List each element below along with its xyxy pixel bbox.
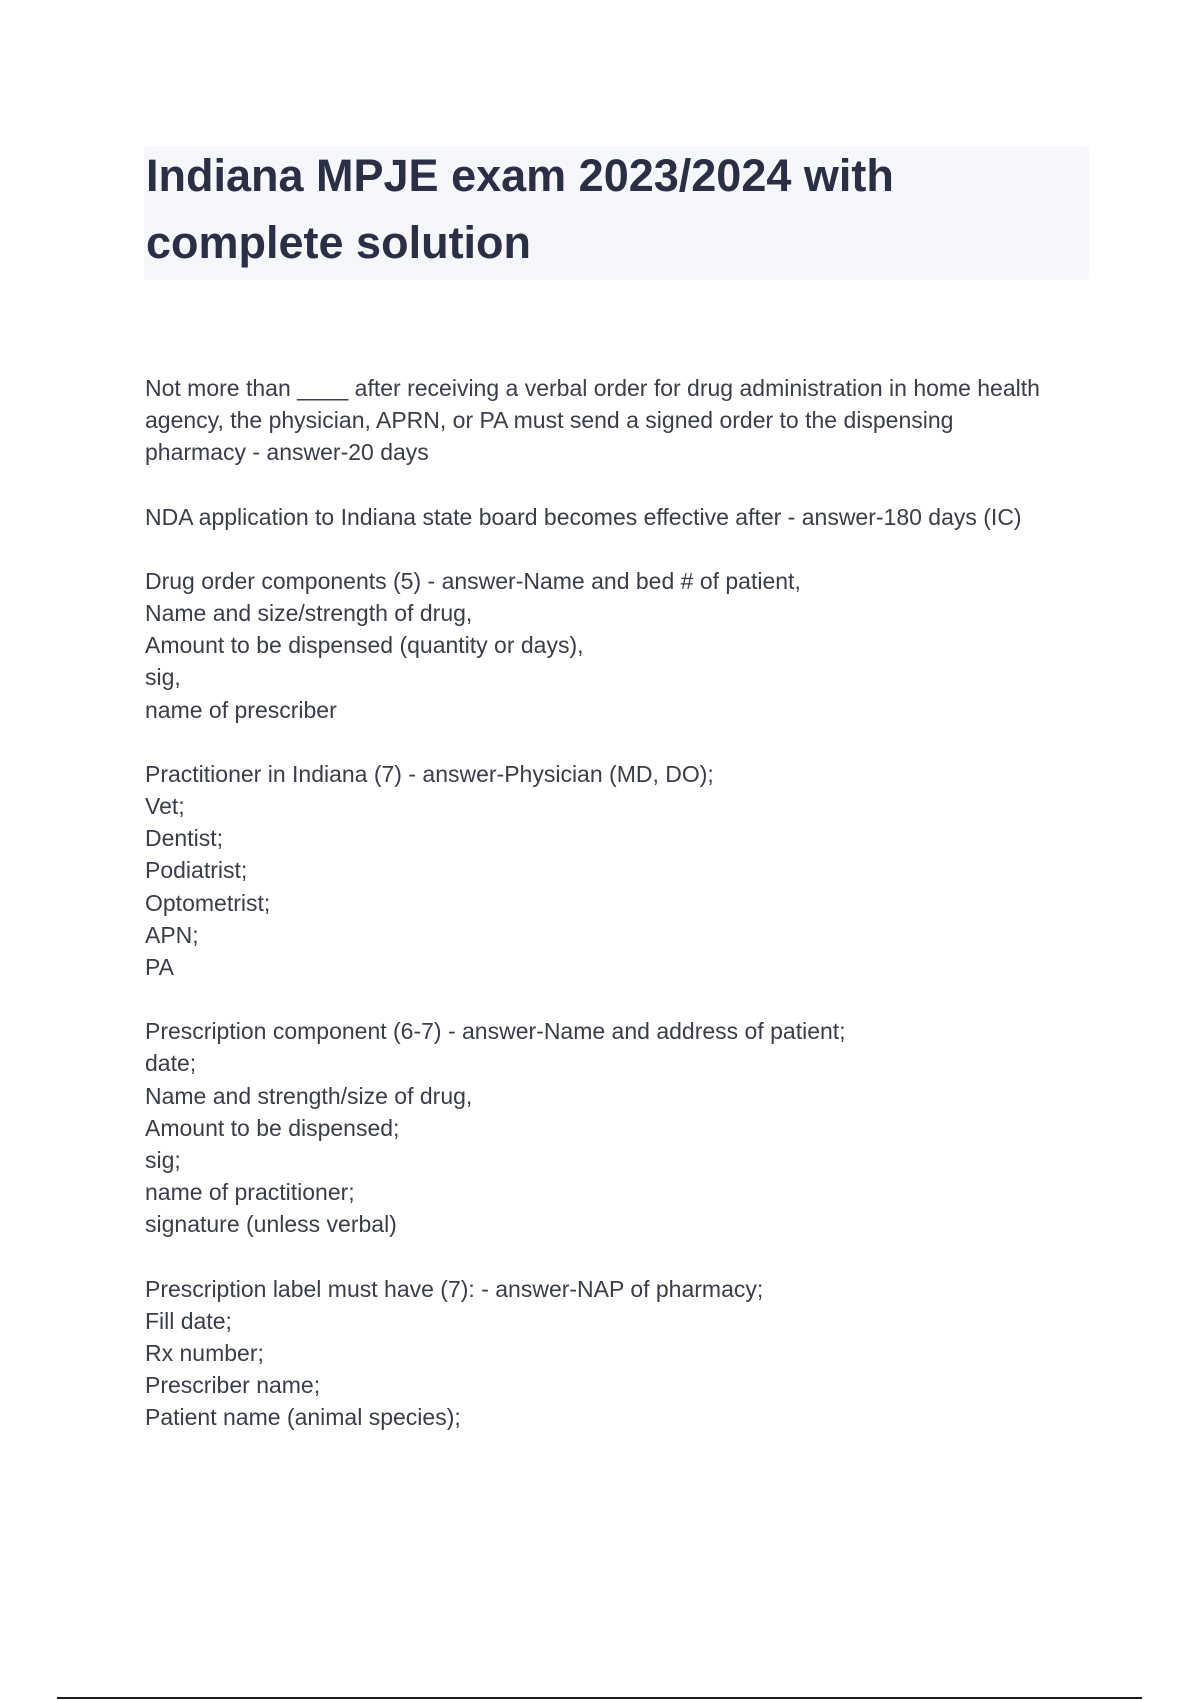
text-line: Amount to be dispensed; — [145, 1114, 400, 1141]
text-line: agency, the physician, APRN, or PA must send a signed order to the dispensing — [145, 407, 954, 434]
text-line: Drug order components (5) - answer-Name and bed # of patient, — [145, 567, 801, 594]
text-line: Fill date; — [145, 1307, 232, 1334]
text-line: Rx number; — [145, 1340, 264, 1367]
text-line: sig, — [145, 664, 181, 691]
text-line: Prescriber name; — [145, 1372, 321, 1399]
question-item — [145, 372, 1095, 469]
text-line: NDA application to Indiana state board becomes effective after - answer-180 days (IC) — [145, 503, 1022, 530]
text-line: Optometrist; — [145, 889, 271, 916]
text-line: Name and size/strength of drug, — [145, 600, 473, 627]
text-line: Amount to be dispensed (quantity or days), — [145, 632, 584, 659]
text-line: signature (unless verbal) — [145, 1211, 397, 1238]
text-line: PA — [145, 954, 174, 981]
text-line: Vet; — [145, 793, 185, 820]
question-item — [145, 565, 1095, 726]
text-line: Not more than ____ after receiving a verbal order for drug administration in home health — [145, 375, 1040, 401]
text-line: APN; — [145, 921, 199, 948]
footer-divider — [57, 1697, 1142, 1699]
question-item — [145, 501, 1095, 533]
document-title: Indiana MPJE exam 2023/2024 with complete solution — [146, 150, 894, 268]
question-item — [145, 758, 1095, 983]
text-line: Dentist; — [145, 825, 223, 852]
question-item — [145, 1015, 1095, 1240]
question-list — [145, 372, 1095, 1466]
text-line: date; — [145, 1050, 197, 1077]
text-line: Prescription component (6-7) - answer-Name and address of patient; — [145, 1018, 846, 1045]
question-item — [145, 1273, 1095, 1434]
text-line: Name and strength/size of drug, — [145, 1082, 473, 1109]
text-line: name of practitioner; — [145, 1179, 355, 1206]
text-line: name of prescriber — [145, 696, 337, 723]
text-line: sig; — [145, 1147, 181, 1174]
text-line: Prescription label must have (7): - answer-NAP of pharmacy; — [145, 1275, 764, 1302]
text-line: Podiatrist; — [145, 857, 248, 884]
text-line: Practitioner in Indiana (7) - answer-Physician (MD, DO); — [145, 760, 714, 787]
text-line: pharmacy - answer-20 days — [145, 439, 429, 466]
text-line: Patient name (animal species); — [145, 1404, 461, 1431]
